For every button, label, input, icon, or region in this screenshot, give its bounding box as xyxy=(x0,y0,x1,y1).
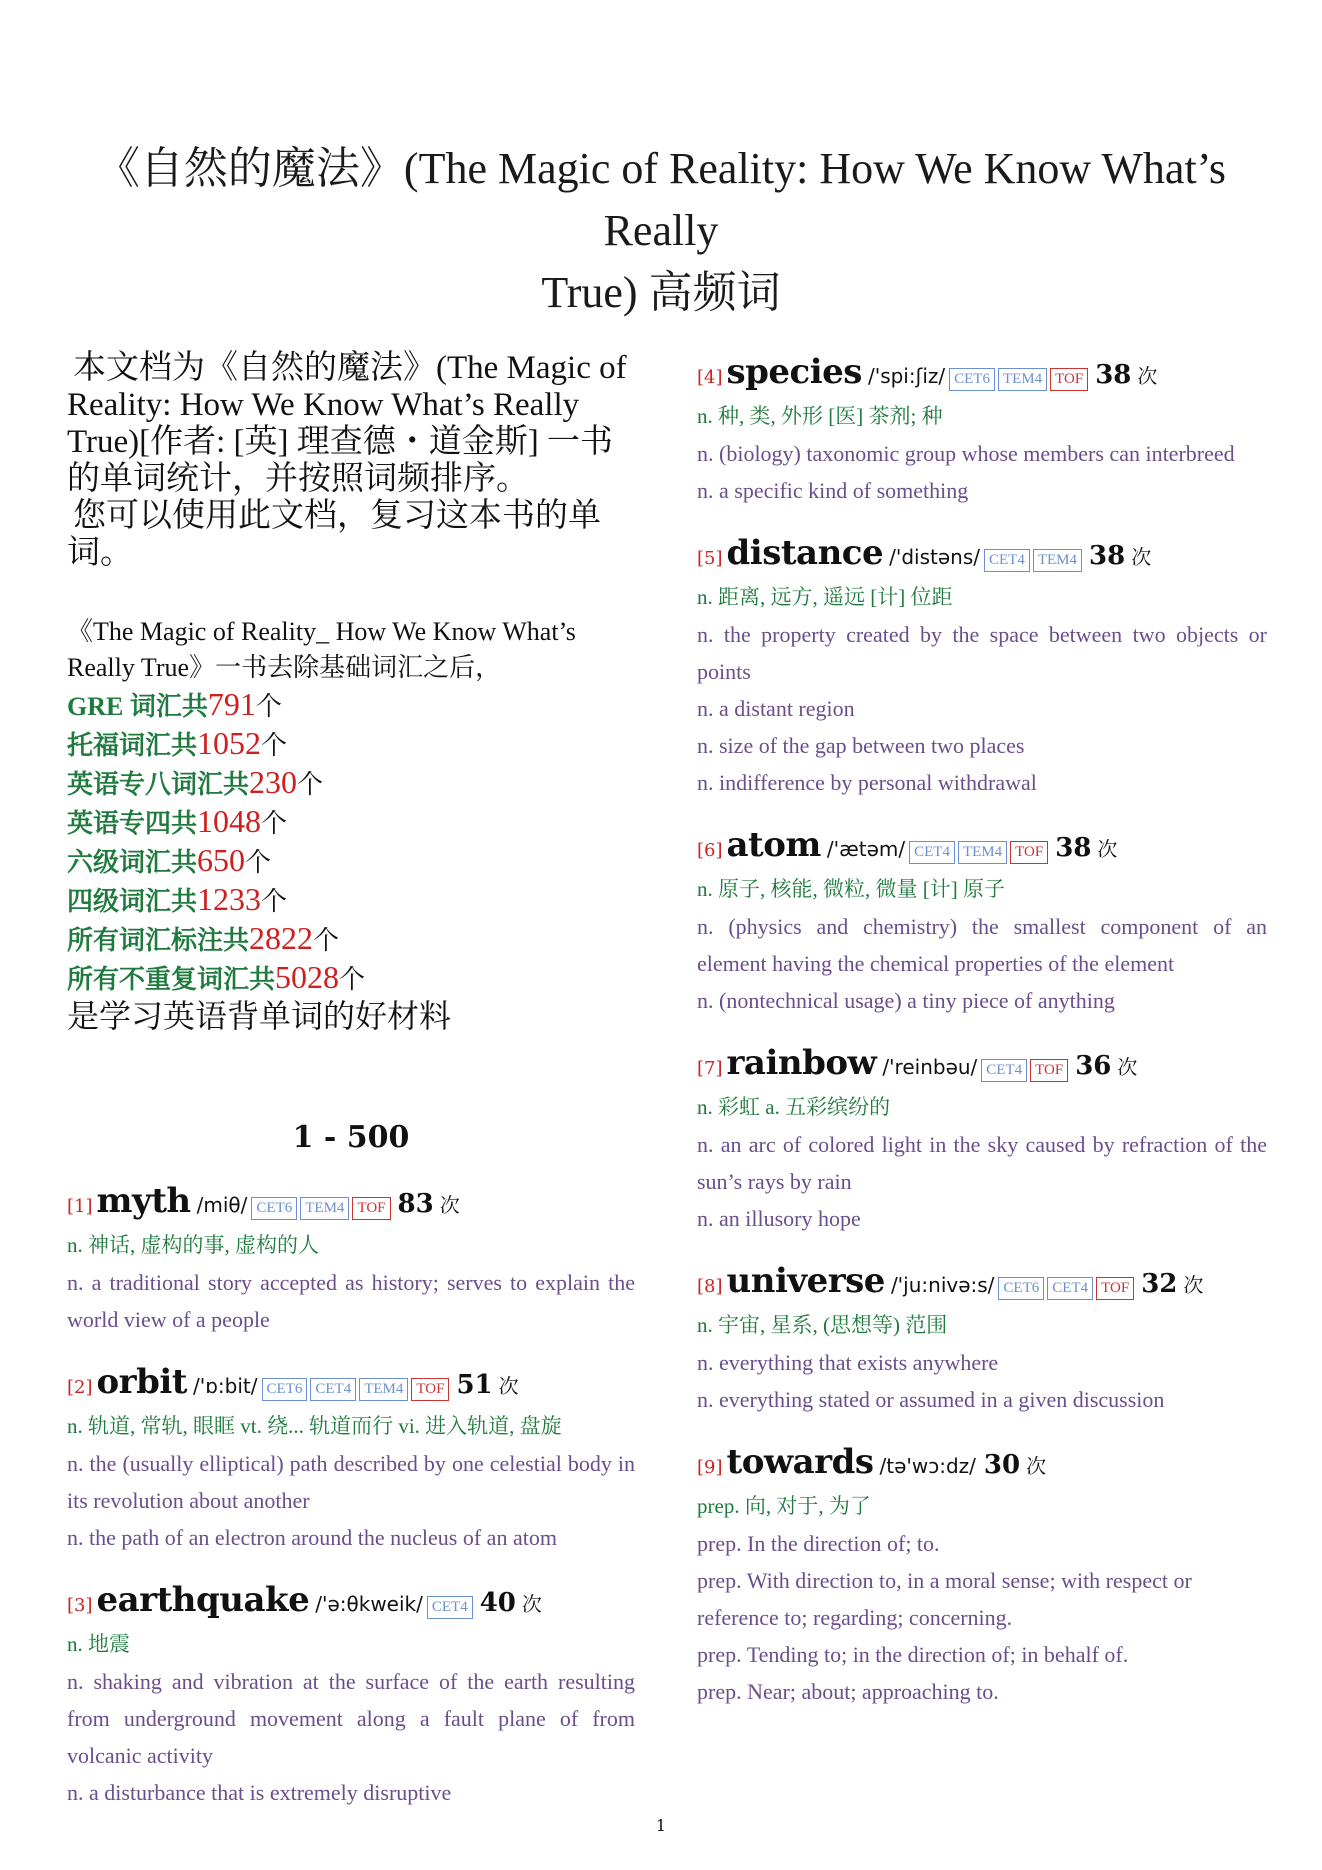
entry-index: [3] xyxy=(67,1595,93,1616)
english-definition: prep. Tending to; in the direction of; in behalf of. xyxy=(697,1642,1129,1667)
frequency-unit: 次 xyxy=(1097,837,1118,861)
frequency-unit: 次 xyxy=(439,1193,460,1217)
intro-paragraph-1: 本文档为《自然的魔法》(The Magic of Reality: How We Know What’s Really True)[作者: [英] 理查德・道金斯] 一书的单词统计，并按照词频排序。 xyxy=(67,350,627,497)
entry-header xyxy=(697,352,1267,392)
english-definition: n. (physics and chemistry) the smallest component of an element having the chemical properties of the element xyxy=(697,914,1267,976)
entries-right xyxy=(697,352,1267,1710)
intro-block xyxy=(67,350,635,572)
entry-index: [7] xyxy=(697,1058,723,1079)
frequency-unit: 次 xyxy=(1026,1454,1047,1478)
entry-frequency: 83 xyxy=(397,1189,434,1219)
left-column xyxy=(67,350,635,1811)
frequency-unit: 次 xyxy=(1183,1273,1204,1297)
entry-phonetic: /'ɒ:bit/ xyxy=(193,1374,258,1398)
entry-header xyxy=(67,1181,635,1221)
section-range-title: 1 - 500 xyxy=(292,1120,410,1155)
entry-frequency: 38 xyxy=(1095,360,1132,390)
stats-row xyxy=(67,920,635,959)
stats-number: 1052 xyxy=(197,725,262,761)
english-definition: n. an arc of colored light in the sky caused by refraction of the sun’s rays by rain xyxy=(697,1132,1267,1194)
entry-word: species xyxy=(726,352,862,392)
stats-number: 2822 xyxy=(249,920,314,956)
exam-tag-badge: CET6 xyxy=(949,368,995,391)
chinese-definition: n. 彩虹 a. 五彩缤纷的 xyxy=(697,1095,891,1119)
entry-word: distance xyxy=(726,533,884,573)
stats-unit: 个 xyxy=(339,965,366,994)
stats-unit: 个 xyxy=(261,809,288,838)
exam-tag-badge: CET6 xyxy=(251,1197,297,1220)
exam-tag-badge: TOF xyxy=(1010,841,1048,864)
exam-tag-badge: CET4 xyxy=(1047,1277,1093,1300)
stats-row xyxy=(67,725,635,764)
stats-number: 1048 xyxy=(197,803,262,839)
chinese-definition: n. 距离, 远方, 遥远 [计] 位距 xyxy=(697,585,953,609)
stats-number: 1233 xyxy=(197,881,262,917)
exam-tag-badge: TOF xyxy=(411,1378,449,1401)
entry-word: rainbow xyxy=(726,1043,877,1083)
stats-row xyxy=(67,764,635,803)
frequency-unit: 次 xyxy=(1117,1055,1138,1079)
english-definition: n. indifference by personal withdrawal xyxy=(697,770,1037,795)
entry-index: [8] xyxy=(697,1276,723,1297)
exam-tag-badge: TEM4 xyxy=(300,1197,349,1220)
entry-phonetic: /'reinbəu/ xyxy=(882,1055,978,1079)
word-entry xyxy=(67,1580,635,1811)
entry-index: [2] xyxy=(67,1377,93,1398)
english-definition: n. a distant region xyxy=(697,696,855,721)
chinese-definition: n. 宇宙, 星系, (思想等) 范围 xyxy=(697,1313,948,1337)
stats-label: 所有不重复词汇共 xyxy=(67,965,276,994)
stats-number: 5028 xyxy=(275,959,340,995)
stats-label: 英语专八词汇共 xyxy=(67,770,250,799)
stats-number: 791 xyxy=(207,686,256,722)
word-entry xyxy=(67,1362,635,1556)
chinese-definition: n. 种, 类, 外形 [医] 茶剂; 种 xyxy=(697,404,943,428)
exam-tag-badge: CET4 xyxy=(909,841,955,864)
frequency-unit: 次 xyxy=(521,1592,542,1616)
word-entry xyxy=(67,1181,635,1338)
document-title xyxy=(40,138,1282,324)
exam-tag-badge: CET6 xyxy=(998,1277,1044,1300)
entry-frequency: 32 xyxy=(1141,1269,1178,1299)
entry-word: towards xyxy=(726,1442,874,1482)
word-entry xyxy=(697,533,1267,801)
exam-tag-badge: CET4 xyxy=(310,1378,356,1401)
entry-index: [9] xyxy=(697,1457,723,1478)
word-entry xyxy=(697,1043,1267,1237)
english-definition: prep. Near; about; approaching to. xyxy=(697,1679,999,1704)
entry-frequency: 30 xyxy=(983,1450,1021,1480)
stats-block xyxy=(67,614,635,1034)
entry-phonetic: /'spi:ʃiz/ xyxy=(867,364,946,388)
english-definition: n. the (usually elliptical) path described by one celestial body in its revolution about another xyxy=(67,1451,635,1513)
stats-rows xyxy=(67,686,635,998)
entry-header xyxy=(697,533,1267,573)
stats-unit: 个 xyxy=(255,692,282,721)
english-definition: reference to; regarding; concerning. xyxy=(697,1605,1013,1630)
word-entry xyxy=(697,352,1267,509)
page-number: 1 xyxy=(655,1816,667,1835)
stats-number: 650 xyxy=(197,842,246,878)
exam-tag-badge: TEM4 xyxy=(359,1378,408,1401)
english-definition: n. a traditional story accepted as history; serves to explain the world view of a people xyxy=(67,1270,635,1332)
entry-frequency: 38 xyxy=(1055,833,1092,863)
stats-row xyxy=(67,842,635,881)
english-definition: prep. In the direction of; to. xyxy=(697,1531,940,1556)
stats-label: 英语专四共 xyxy=(67,809,198,838)
entry-frequency: 51 xyxy=(456,1370,493,1400)
english-definition: n. a disturbance that is extremely disruptive xyxy=(67,1780,452,1805)
entry-phonetic: /tə'wɔ:dz/ xyxy=(879,1454,976,1478)
stats-unit: 个 xyxy=(261,887,288,916)
entry-frequency: 40 xyxy=(479,1588,516,1618)
english-definition: n. (nontechnical usage) a tiny piece of anything xyxy=(697,988,1115,1013)
stats-label: 托福词汇共 xyxy=(67,731,198,760)
entries-left xyxy=(67,1181,635,1811)
entry-word: atom xyxy=(726,825,821,865)
entry-index: [5] xyxy=(697,548,723,569)
frequency-unit: 次 xyxy=(1137,364,1158,388)
chinese-definition: n. 轨道, 常轨, 眼眶 vt. 绕... 轨道而行 vi. 进入轨道, 盘旋 xyxy=(67,1414,562,1438)
chinese-definition: prep. 向, 对于, 为了 xyxy=(697,1494,871,1518)
stats-row xyxy=(67,881,635,920)
entry-word: orbit xyxy=(96,1362,187,1402)
exam-tag-badge: CET4 xyxy=(984,549,1030,572)
entry-phonetic: /'ə:θkweik/ xyxy=(315,1592,423,1616)
stats-label: 所有词汇标注共 xyxy=(67,926,250,955)
stats-row xyxy=(67,686,635,725)
entry-header xyxy=(697,1043,1267,1083)
entry-word: myth xyxy=(96,1181,191,1221)
chinese-definition: n. 原子, 核能, 微粒, 微量 [计] 原子 xyxy=(697,877,1005,901)
frequency-unit: 次 xyxy=(1131,545,1152,569)
english-definition: n. everything that exists anywhere xyxy=(697,1350,999,1375)
entry-header xyxy=(697,825,1267,865)
exam-tag-badge: CET4 xyxy=(981,1059,1027,1082)
stats-unit: 个 xyxy=(313,926,340,955)
stats-label: 六级词汇共 xyxy=(67,848,198,877)
word-entry xyxy=(697,1442,1267,1710)
exam-tag-badge: TEM4 xyxy=(1033,549,1082,572)
entry-header xyxy=(697,1261,1267,1301)
entry-header xyxy=(67,1362,635,1402)
entry-frequency: 38 xyxy=(1089,541,1126,571)
entry-index: [4] xyxy=(697,367,723,388)
entry-word: universe xyxy=(726,1261,885,1301)
right-column xyxy=(697,352,1267,1710)
chinese-definition: n. 神话, 虚构的事, 虚构的人 xyxy=(67,1233,319,1257)
exam-tag-badge: CET4 xyxy=(427,1596,473,1619)
title-line-1: 《自然的魔法》(The Magic of Reality: How We Know What’s Really xyxy=(95,144,1227,255)
stats-unit: 个 xyxy=(297,770,324,799)
word-entry xyxy=(697,825,1267,1019)
entry-phonetic: /'ætəm/ xyxy=(826,837,906,861)
english-definition: prep. With direction to, in a moral sense; with respect or xyxy=(697,1568,1192,1593)
entry-index: [1] xyxy=(67,1196,93,1217)
stats-row xyxy=(67,803,635,842)
stats-row xyxy=(67,959,635,998)
english-definition: n. an illusory hope xyxy=(697,1206,861,1231)
exam-tag-badge: TEM4 xyxy=(998,368,1047,391)
exam-tag-badge: TOF xyxy=(352,1197,390,1220)
stats-lead: 《The Magic of Reality_ How We Know What’s Really True》一书去除基础词汇之后， xyxy=(67,617,576,682)
english-definition: n. the property created by the space between two objects or points xyxy=(697,622,1267,684)
entry-phonetic: /'distəns/ xyxy=(889,545,981,569)
english-definition: n. the path of an electron around the nucleus of an atom xyxy=(67,1525,557,1550)
stats-unit: 个 xyxy=(245,848,272,877)
word-entry xyxy=(697,1261,1267,1418)
title-line-2: True) 高频词 xyxy=(541,268,781,317)
exam-tag-badge: CET6 xyxy=(262,1378,308,1401)
exam-tag-badge: TOF xyxy=(1096,1277,1134,1300)
stats-label: 四级词汇共 xyxy=(67,887,198,916)
english-definition: n. shaking and vibration at the surface of the earth resulting from underground movement along a fault plane of from volcanic activity xyxy=(67,1669,635,1768)
intro-paragraph-2: 您可以使用此文档，复习这本书的单词。 xyxy=(67,498,601,571)
english-definition: n. everything stated or assumed in a given discussion xyxy=(697,1387,1165,1412)
entry-word: earthquake xyxy=(96,1580,310,1620)
stats-number: 230 xyxy=(249,764,298,800)
entry-phonetic: /'ju:nivə:s/ xyxy=(890,1273,995,1297)
exam-tag-badge: TOF xyxy=(1050,368,1088,391)
chinese-definition: n. 地震 xyxy=(67,1632,130,1656)
entry-header xyxy=(67,1580,635,1620)
entry-frequency: 36 xyxy=(1075,1051,1112,1081)
english-definition: n. size of the gap between two places xyxy=(697,733,1025,758)
english-definition: n. a specific kind of something xyxy=(697,478,969,503)
stats-label: GRE 词汇共 xyxy=(67,692,208,721)
frequency-unit: 次 xyxy=(498,1374,519,1398)
stats-tail: 是学习英语背单词的好材料 xyxy=(67,998,452,1034)
entry-index: [6] xyxy=(697,840,723,861)
exam-tag-badge: TEM4 xyxy=(958,841,1007,864)
stats-unit: 个 xyxy=(261,731,288,760)
entry-phonetic: /miθ/ xyxy=(196,1193,248,1217)
exam-tag-badge: TOF xyxy=(1030,1059,1068,1082)
entry-header xyxy=(697,1442,1267,1482)
english-definition: n. (biology) taxonomic group whose members can interbreed xyxy=(697,441,1235,466)
